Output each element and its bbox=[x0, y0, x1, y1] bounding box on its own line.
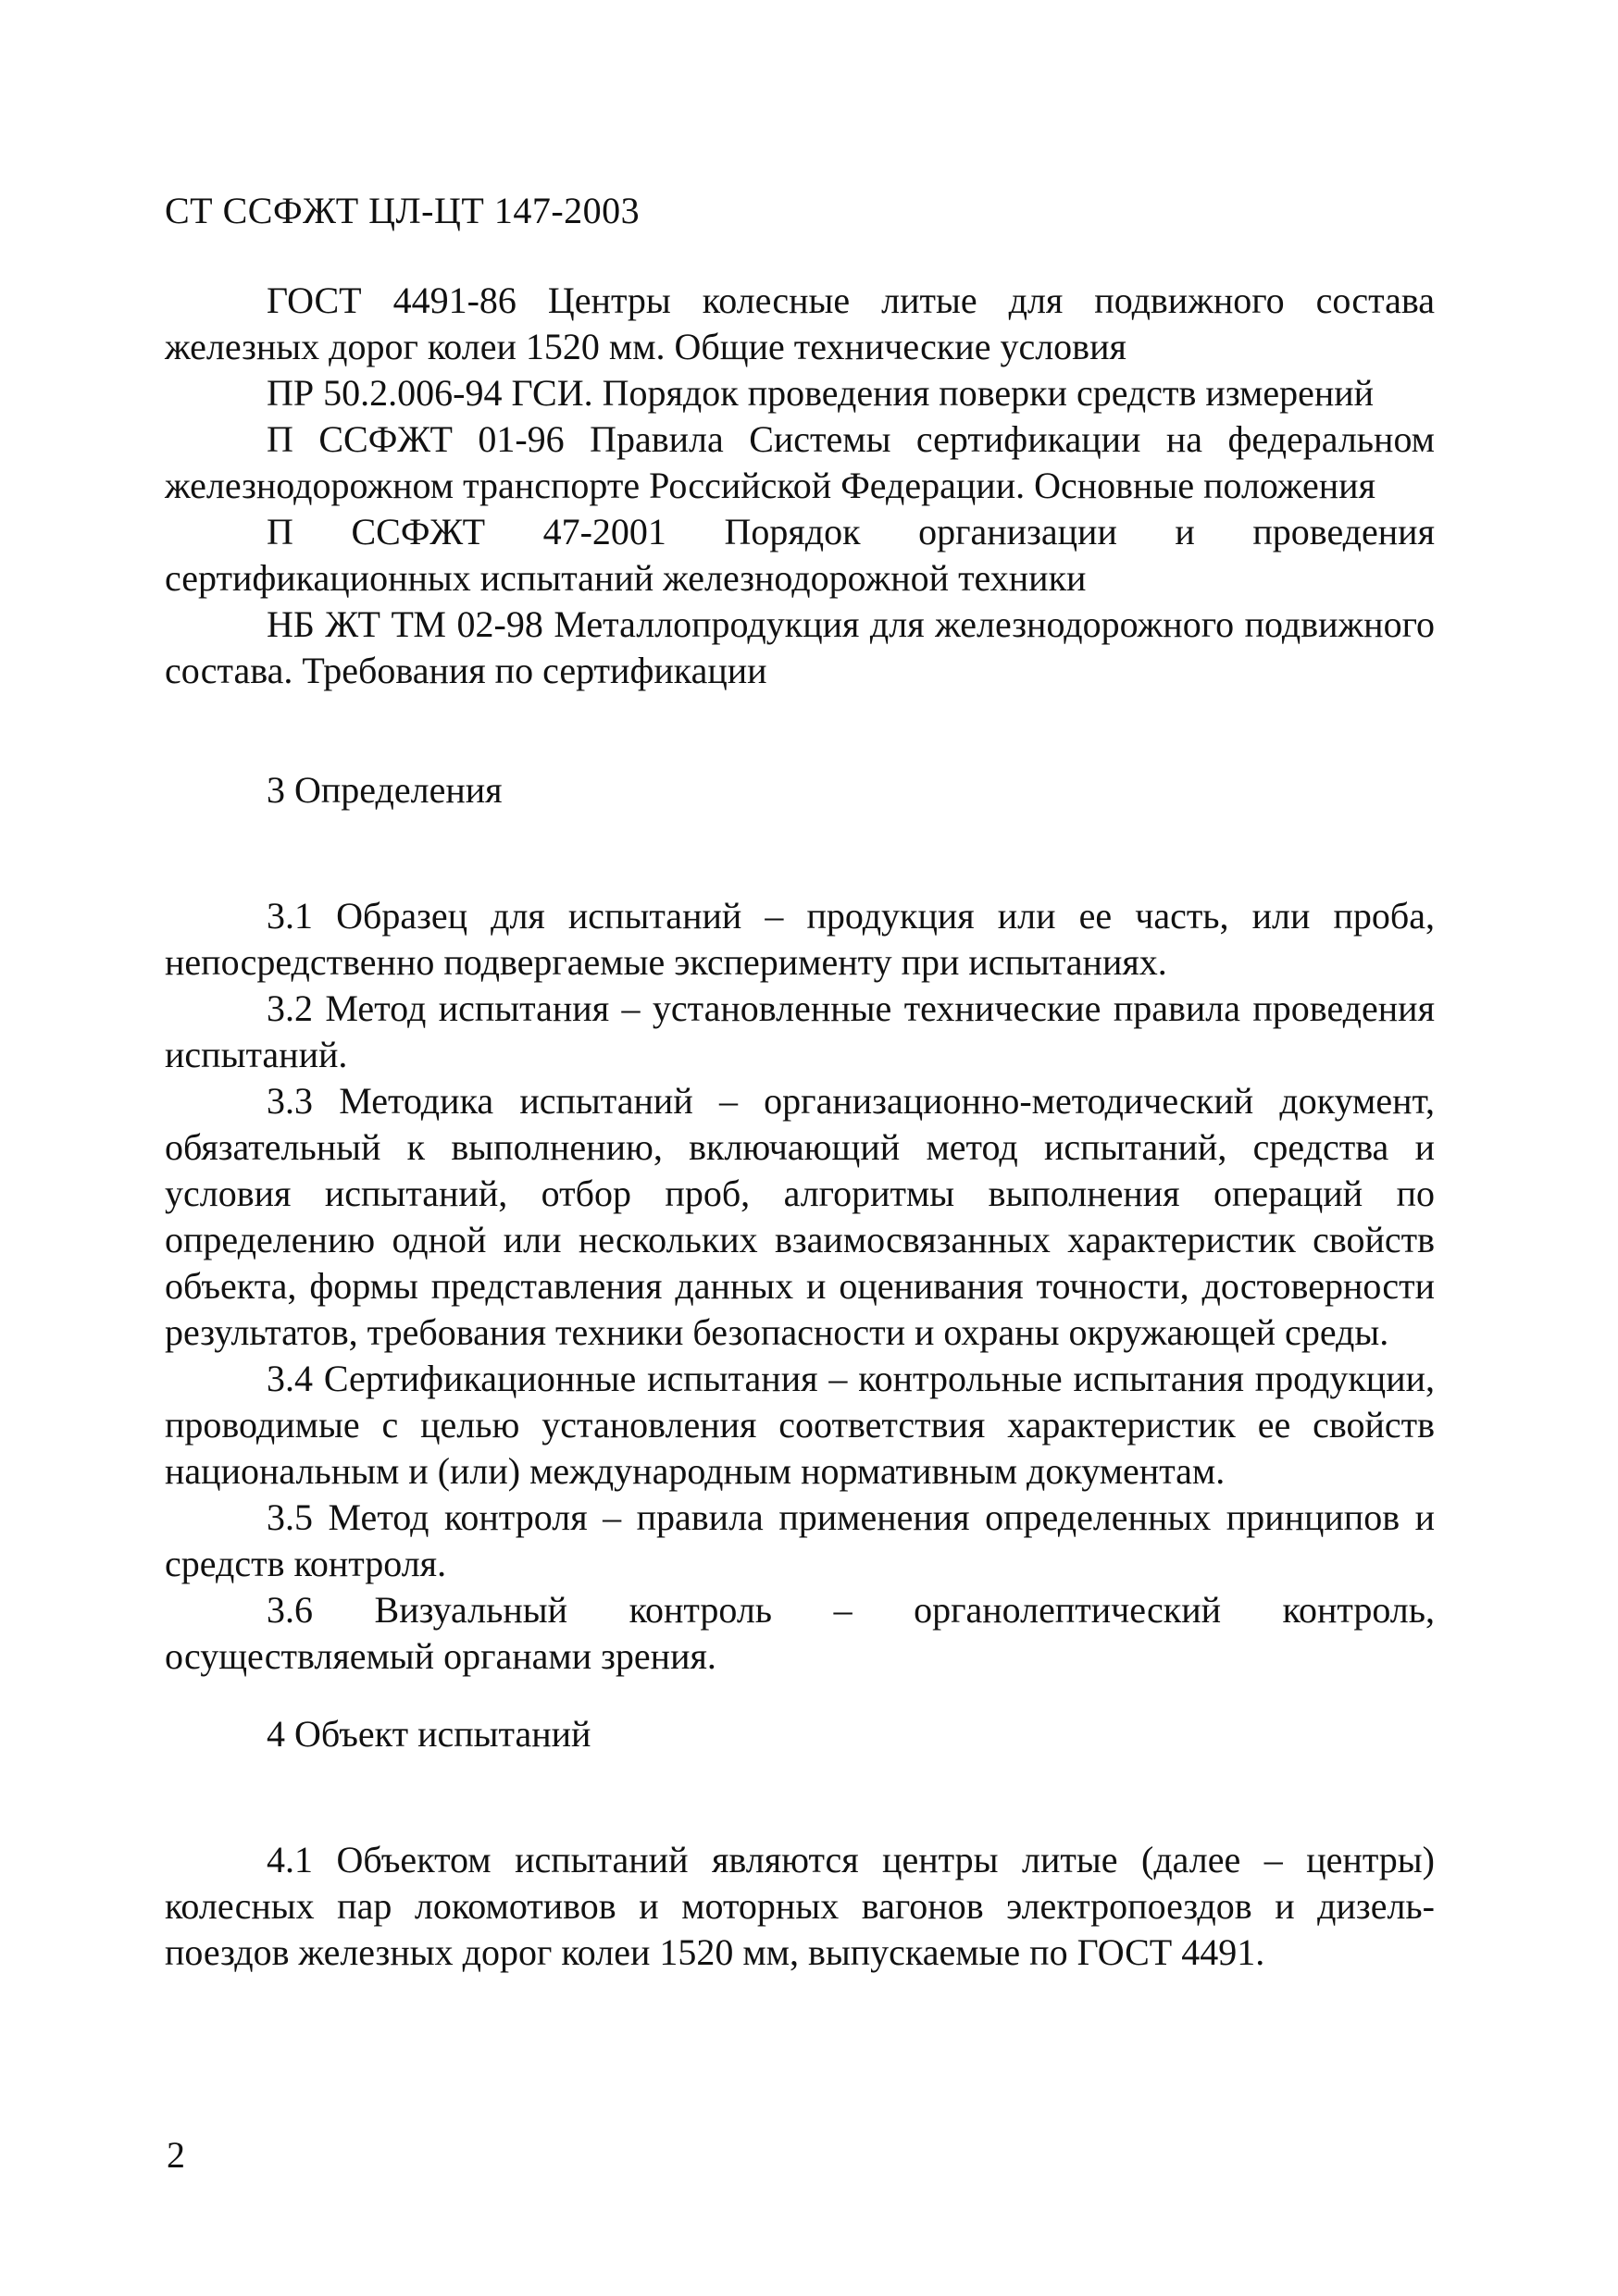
definition-item: 3.1 Образец для испытаний – продукция или ее часть, или проба, непосредственно подвергаемые эксперименту при испытаниях. bbox=[165, 895, 1435, 983]
normative-references bbox=[165, 278, 1435, 694]
object-item: 4.1 Объектом испытаний являются центры литые (далее – центры) колесных пар локомотивов и моторных вагонов электропоездов и дизель-поездов железных дорог колеи 1520 мм, выпускаемые по ГОСТ 4491. bbox=[165, 1839, 1435, 1973]
definition-item: 3.2 Метод испытания – установленные технические правила проведения испытаний. bbox=[165, 987, 1435, 1075]
definition-item: 3.5 Метод контроля – правила применения определенных принципов и средств контроля. bbox=[165, 1496, 1435, 1584]
document-code: СТ ССФЖТ ЦЛ-ЦТ 147-2003 bbox=[165, 190, 641, 231]
section-3-heading: 3 Определения bbox=[267, 769, 503, 811]
definition-item: 3.4 Сертификационные испытания – контрольные испытания продукции, проводимые с целью установления соответствия характеристик ее свойств национальным и (или) международным нормативным документам. bbox=[165, 1358, 1435, 1492]
reference-item: НБ ЖТ ТМ 02-98 Металлопродукция для железнодорожного подвижного состава. Требования по сертификации bbox=[165, 603, 1435, 691]
reference-item: ПР 50.2.006-94 ГСИ. Порядок проведения поверки средств измерений bbox=[267, 372, 1375, 414]
reference-item: ГОСТ 4491-86 Центры колесные литые для подвижного состава железных дорог колеи 1520 мм. Общие технические условия bbox=[165, 279, 1435, 367]
test-object-paragraphs bbox=[165, 1837, 1435, 1976]
page-number: 2 bbox=[167, 2134, 185, 2176]
reference-item: П ССФЖТ 01-96 Правила Системы сертификации на федеральном железнодорожном транспорте Российской Федерации. Основные положения bbox=[165, 418, 1435, 506]
reference-item: П ССФЖТ 47-2001 Порядок организации и проведения сертификационных испытаний железнодорожной техники bbox=[165, 511, 1435, 599]
section-4-heading: 4 Объект испытаний bbox=[267, 1713, 591, 1755]
definitions-list bbox=[165, 893, 1435, 1680]
definition-item: 3.3 Методика испытаний – организационно-методический документ, обязательный к выполнению, включающий метод испытаний, средства и условия испытаний, отбор проб, алгоритмы выполнения операций по определению одной или нескольких взаимосвязанных характеристик свойств объекта, формы представления данных и оценивания точности, достоверности результатов, требования техники безопасности и охраны окружающей среды. bbox=[165, 1080, 1435, 1353]
definition-item: 3.6 Визуальный контроль – органолептический контроль, осуществляемый органами зрения. bbox=[165, 1589, 1435, 1677]
